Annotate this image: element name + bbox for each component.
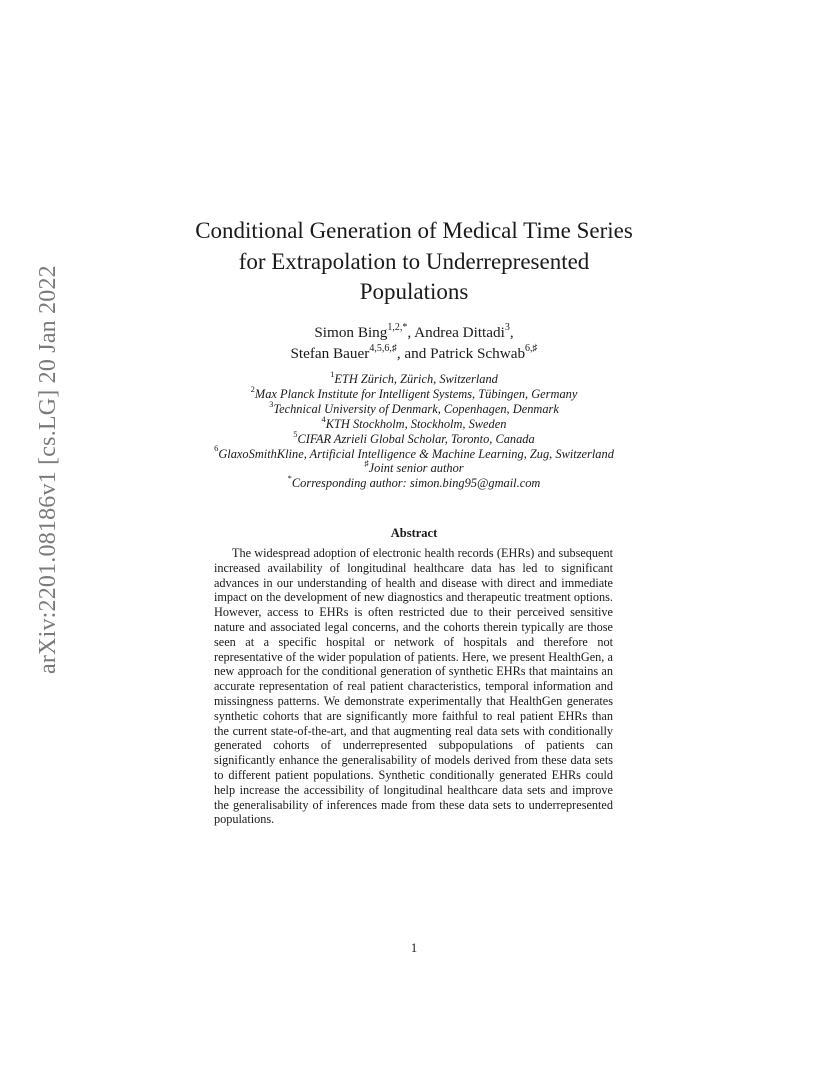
- affiliation-item: [120, 443, 708, 462]
- author-line-2: [150, 343, 678, 364]
- affiliation-mark: 4: [321, 413, 326, 424]
- author-name: Simon Bing: [314, 324, 388, 341]
- affiliation-text: Max Planck Institute for Intelligent Systems, Tübingen, Germany: [254, 386, 578, 401]
- author-separator: , and: [396, 345, 431, 362]
- affiliation-list: [120, 368, 708, 491]
- paper-title-line-1: Conditional Generation of Medical Time Series: [195, 218, 633, 243]
- affiliation-item: [120, 368, 708, 387]
- paper-title-line-3: Populations: [359, 279, 469, 304]
- author-name: Andrea Dittadi: [414, 324, 505, 341]
- affiliation-mark: 5: [293, 428, 298, 439]
- author-name: Stefan Bauer: [290, 345, 370, 362]
- affiliation-mark: *: [287, 473, 292, 484]
- affiliation-text: GlaxoSmithKline, Artificial Intelligence & Machine Learning, Zug, Switzerland: [218, 446, 614, 461]
- author-affiliation-marks: 1,2,*: [387, 321, 408, 333]
- affiliation-item: [120, 428, 708, 447]
- affiliation-text: ETH Zürich, Zürich, Switzerland: [334, 372, 498, 386]
- author-affiliation-marks: 3: [504, 321, 510, 333]
- author-list: [150, 322, 678, 364]
- abstract-heading: Abstract: [390, 526, 438, 540]
- affiliation-mark: 2: [250, 383, 255, 394]
- affiliation-text: CIFAR Azrieli Global Scholar, Toronto, Canada: [297, 431, 535, 446]
- affiliation-item: [120, 383, 708, 402]
- affiliation-item: [120, 413, 708, 432]
- affiliation-mark: ♯: [364, 458, 369, 469]
- author-separator: ,: [509, 324, 514, 341]
- affiliation-mark: 1: [330, 368, 335, 379]
- abstract-body: The widespread adoption of electronic health records (EHRs) and subsequent increased availability of longitudinal healthcare data has led to significant advances in our understanding of health and disease with direct and immediate impact on the development of new diagnostics and therapeutic treatment options. However, access to EHRs is often restricted due to their perceived sensitive nature and associated legal concerns, and the cohorts therein typically are those seen at a specific hospital or network of hospitals and therefore not representative of the wider population of patients. Here, we present HealthGen, a new approach for the conditional generation of synthetic EHRs that maintains an accurate representation of real patient characteristics, temporal information and missingness patterns. We demonstrate experimentally that HealthGen generates synthetic cohorts that are significantly more faithful to real patient EHRs than the current state-of-the-art, and that augmenting real data sets with conditionally generated cohorts of underrepresented subpopulations of patients can significantly enhance the generalisability of models derived from these data sets to different patient populations. Synthetic conditionally generated EHRs could help increase the accessibility of longitudinal healthcare data sets and improve the generalisability of inferences made from these data sets to underrepresented populations.: [214, 546, 613, 827]
- author-separator: ,: [407, 324, 415, 341]
- paper-title: [150, 216, 678, 308]
- affiliation-mark: 6: [214, 443, 219, 454]
- author-affiliation-marks: 6,♯: [525, 342, 538, 354]
- page-number: 1: [410, 941, 418, 955]
- affiliation-item: [120, 398, 708, 417]
- author-line-1: [150, 322, 678, 343]
- affiliation-text: Corresponding author: simon.bing95@gmail.com: [291, 476, 541, 491]
- affiliation-mark: 3: [269, 398, 274, 409]
- affiliation-text: KTH Stockholm, Stockholm, Sweden: [325, 416, 507, 431]
- affiliation-text: Joint senior author: [368, 461, 464, 476]
- author-affiliation-marks: 4,5,6,♯: [369, 342, 397, 354]
- author-name: Patrick Schwab: [430, 345, 526, 362]
- arxiv-identifier-stamp: arXiv:2201.08186v1 [cs.LG] 20 Jan 2022: [35, 265, 61, 674]
- affiliation-item: [120, 473, 708, 491]
- paper-title-line-2: for Extrapolation to Underrepresented: [238, 248, 590, 274]
- affiliation-item: [120, 458, 708, 476]
- affiliation-text: Technical University of Denmark, Copenhagen, Denmark: [273, 401, 559, 416]
